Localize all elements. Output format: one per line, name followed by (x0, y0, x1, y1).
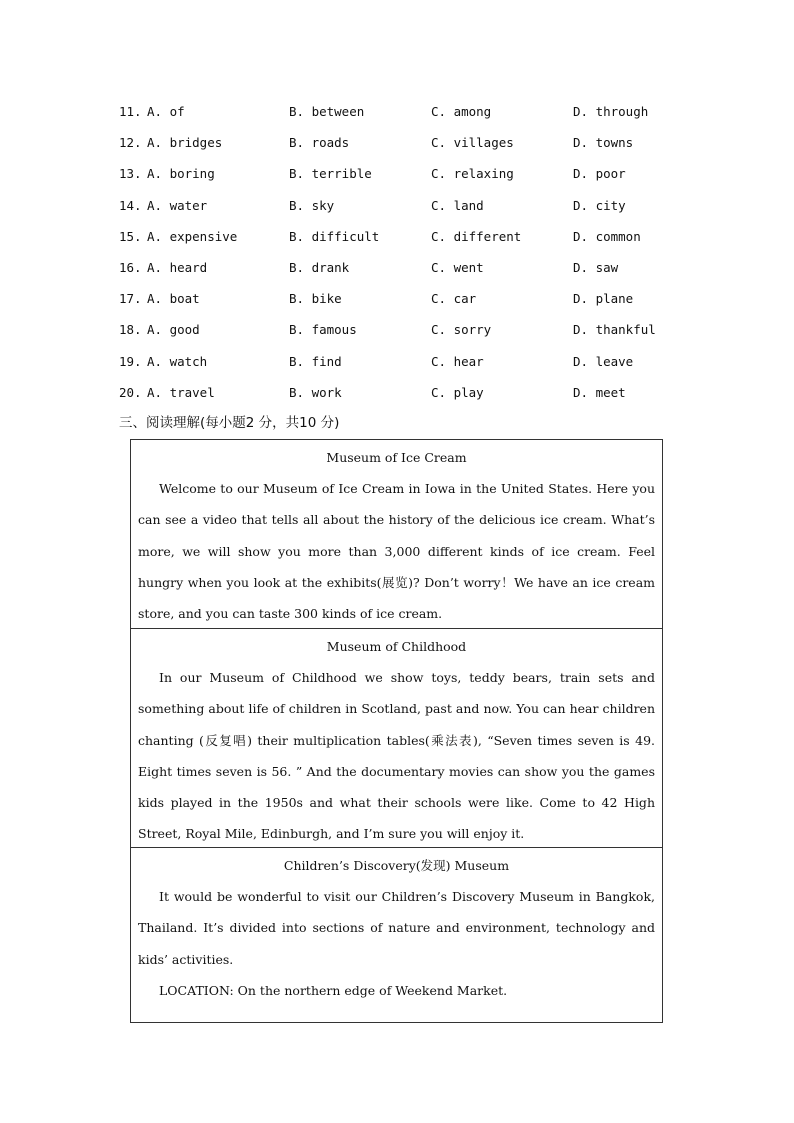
option-b: B. terrible (289, 166, 372, 182)
question-number: 12. (119, 135, 142, 151)
option-b: B. roads (289, 135, 350, 151)
option-c: C. among (431, 104, 492, 119)
option-d: D. meet (573, 384, 626, 400)
option-c: C. villages (431, 135, 514, 151)
museum-description: It would be wonderful to visit our Children’s Discovery Museum in Bangkok, Thailand. It’s divided into sections of nature and environment, technology and kids’ activities. (138, 889, 655, 967)
option-a: A. travel (147, 384, 215, 400)
option-row (119, 194, 679, 225)
option-b: B. famous (289, 322, 357, 338)
section-heading: 三、阅读理解(每小题2 分，共10 分) (119, 415, 340, 431)
option-row (119, 100, 679, 131)
option-a: A. of (147, 104, 185, 119)
question-number: 11. (119, 104, 142, 119)
museum-location: LOCATION: On the northern edge of Weekend Market. (159, 982, 508, 998)
option-a: A. expensive (147, 228, 238, 244)
option-a: A. watch (147, 353, 208, 369)
option-row (119, 131, 679, 162)
question-number: 17. (119, 291, 142, 307)
question-number: 15. (119, 228, 142, 244)
option-c: C. went (431, 259, 484, 275)
option-d: D. through (573, 104, 649, 119)
option-row (119, 225, 679, 256)
option-a: A. good (147, 322, 200, 338)
question-number: 20. (119, 384, 142, 400)
option-a: A. bridges (147, 135, 223, 151)
option-b: B. bike (289, 291, 342, 307)
option-b: B. sky (289, 197, 335, 213)
option-a: A. water (147, 197, 208, 213)
option-d: D. towns (573, 135, 634, 151)
question-number: 14. (119, 197, 142, 213)
option-d: D. common (573, 228, 641, 244)
museum-title: Museum of Ice Cream (326, 450, 467, 465)
option-c: C. play (431, 384, 484, 400)
museum-ice-cream (131, 440, 662, 628)
option-c: C. land (431, 197, 484, 213)
option-b: B. between (289, 104, 365, 119)
option-b: B. difficult (289, 228, 380, 244)
option-row (119, 287, 679, 318)
museum-title: Children’s Discovery(发现) Museum (283, 858, 510, 873)
museum-title: Museum of Childhood (326, 639, 467, 654)
museum-childrens-discovery (131, 847, 662, 1022)
question-number: 18. (119, 322, 142, 338)
cloze-options (119, 100, 679, 412)
question-number: 19. (119, 353, 142, 369)
option-b: B. drank (289, 259, 350, 275)
option-c: C. relaxing (431, 166, 514, 182)
reading-passage-table (130, 439, 663, 1023)
option-c: C. sorry (431, 322, 492, 338)
option-d: D. poor (573, 166, 626, 182)
option-d: D. plane (573, 291, 634, 307)
option-d: D. saw (573, 259, 619, 275)
option-b: B. find (289, 353, 342, 369)
option-a: A. heard (147, 259, 208, 275)
option-a: A. boring (147, 166, 215, 182)
option-row (119, 162, 679, 193)
option-c: C. hear (431, 353, 484, 369)
option-c: C. different (431, 228, 522, 244)
option-row (119, 350, 679, 381)
option-d: D. city (573, 197, 626, 213)
option-c: C. car (431, 291, 477, 307)
option-a: A. boat (147, 291, 200, 307)
museum-childhood (131, 628, 662, 847)
option-b: B. work (289, 384, 342, 400)
option-row (119, 318, 679, 349)
museum-description: In our Museum of Childhood we show toys, teddy bears, train sets and something about life of children in Scotland, past and now. You can hear children chanting (反复唱) their multiplication tables(乘法表), “Seven times seven is 49. Eight times seven is 56. ” And the documentary movies can show you the games kids played in the 1950s and what their schools were like. Come to 42 High Street, Royal Mile, Edinburgh, and I’m sure you will enjoy it. (138, 670, 655, 842)
option-d: D. leave (573, 353, 634, 369)
option-row (119, 381, 679, 412)
question-number: 16. (119, 259, 142, 275)
option-row (119, 256, 679, 287)
museum-description: Welcome to our Museum of Ice Cream in Iowa in the United States. Here you can see a video that tells all about the history of the delicious ice cream. What’s more, we will show you more than 3,000 different kinds of ice cream. Feel hungry when you look at the exhibits(展览)? Don’t worry！We have an ice cream store, and you can taste 300 kinds of ice cream. (138, 481, 655, 622)
question-number: 13. (119, 166, 142, 182)
option-d: D. thankful (573, 322, 656, 338)
